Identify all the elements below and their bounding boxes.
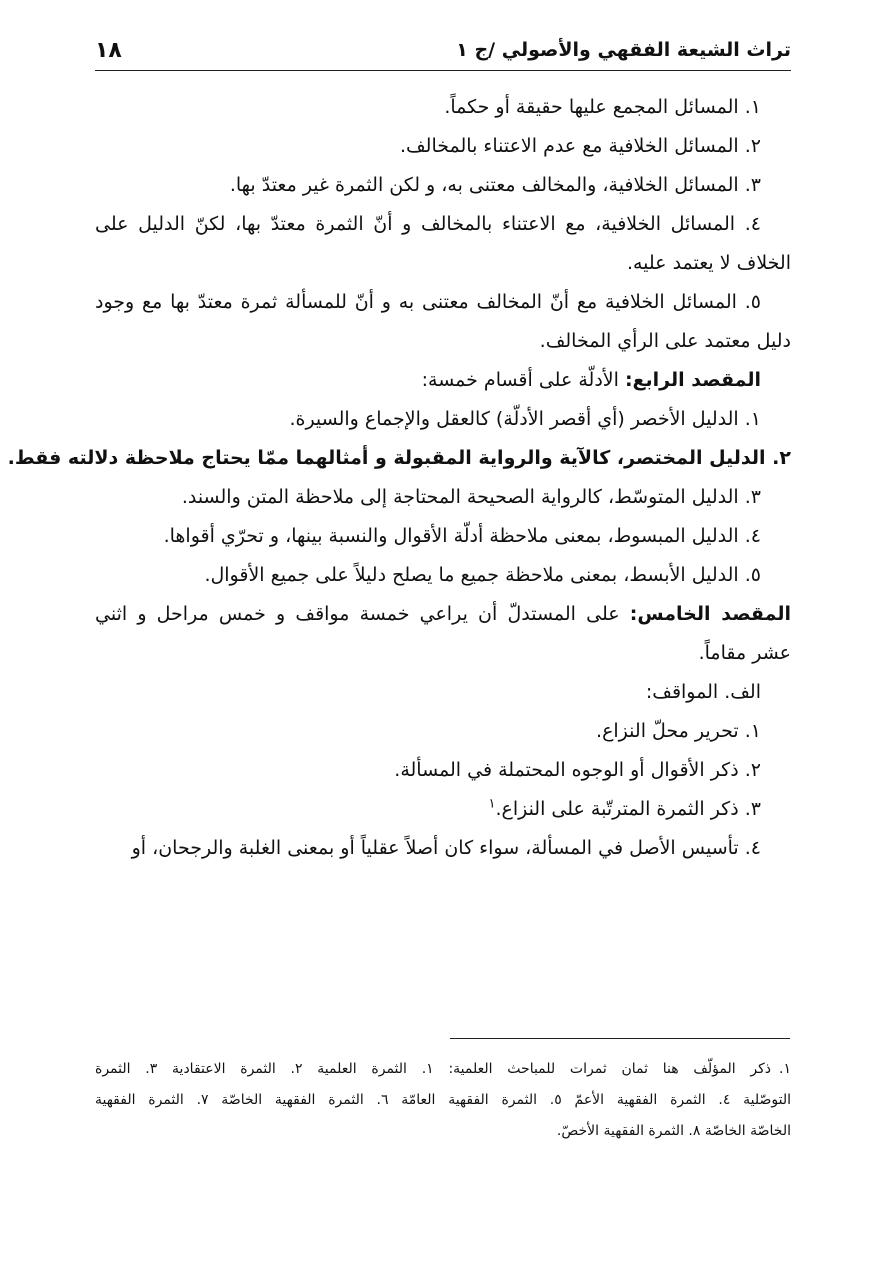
text-line: ٤. المسائل الخلافية، مع الاعتناء بالمخالف و أنّ الثمرة معتدّ بها، لكنّ الدليل على xyxy=(95,213,761,235)
footnote-line xyxy=(95,1054,791,1085)
list-item xyxy=(95,790,791,829)
footnote-line: الخاصّة الخاصّة ٨. الثمرة الفقهية الأخصّ. xyxy=(556,1123,791,1139)
footnotes xyxy=(95,1054,791,1147)
section-five-term: المقصد الخامس: xyxy=(629,603,791,625)
list-item: ١. الدليل الأخصر (أي أقصر الأدلّة) كالعقل والإجماع والسيرة. xyxy=(289,408,761,430)
text-line: دليل معتمد على الرأي المخالف. xyxy=(539,330,791,352)
list-item: ١. تحرير محلّ النزاع. xyxy=(596,720,761,742)
text-line: الخلاف لا يعتمد عليه. xyxy=(626,252,791,274)
section-four-text: الأدلّة على أقسام خمسة: xyxy=(421,369,625,391)
list-item: ٤. الدليل المبسوط، بمعنى ملاحظة أدلّة الأقوال والنسبة بينها، و تحرّي أقواها. xyxy=(163,525,761,547)
subheading: الف. المواقف: xyxy=(645,681,761,703)
text-line: عشر مقاماً. xyxy=(698,642,791,664)
section-five-text: على المستدلّ أن يراعي خمسة مواقف و خمس مراحل و اثني xyxy=(95,603,630,625)
list-item: ٤. تأسيس الأصل في المسألة، سواء كان أصلاً عقلياً أو بمعنى الغلبة والرجحان، أو xyxy=(131,837,761,859)
main-text xyxy=(7,88,791,868)
section-four-heading xyxy=(95,361,791,400)
running-title: تراث الشيعة الفقهي والأصولي /ج ١ xyxy=(456,39,791,61)
list-item: ٢. ذكر الأقوال أو الوجوه المحتملة في المسألة. xyxy=(394,759,761,781)
footnote-number: ١. xyxy=(779,1061,791,1077)
list-item: ٢. الدليل المختصر، كالآية والرواية المقبولة و أمثالهما ممّا يحتاج ملاحظة دلالته فقط. xyxy=(7,447,791,469)
section-four-term: المقصد الرابع: xyxy=(624,369,761,391)
text-line: ١. المسائل المجمع عليها حقيقة أو حكماً. xyxy=(444,96,761,118)
text-line: ٢. المسائل الخلافية مع عدم الاعتناء بالمخالف. xyxy=(399,135,761,157)
page-number: ١٨ xyxy=(95,37,122,63)
list-item: ٣. الدليل المتوسّط، كالرواية الصحيحة المحتاجة إلى ملاحظة المتن والسند. xyxy=(181,486,761,508)
footnote-text: ذكر المؤلّف هنا ثمان ثمرات للمباحث العلمية: ١. الثمرة العلمية ٢. الثمرة الاعتقادية ٣. الثمرة xyxy=(95,1061,772,1077)
footnote-divider xyxy=(450,1038,790,1039)
list-item-text: ٣. ذكر الثمرة المترتّبة على النزاع. xyxy=(495,798,761,820)
text-line: ٣. المسائل الخلافية، والمخالف معتنى به، و لكن الثمرة غير معتدّ بها. xyxy=(229,174,761,196)
section-five-heading xyxy=(95,595,791,634)
list-item: ٥. الدليل الأبسط، بمعنى ملاحظة جميع ما يصلح دليلاً على جميع الأقوال. xyxy=(204,564,761,586)
footnote-reference[interactable]: ١ xyxy=(488,796,496,812)
text-line: ٥. المسائل الخلافية مع أنّ المخالف معتنى به و أنّ للمسألة ثمرة معتدّ بها مع وجود xyxy=(95,291,761,313)
footnote-line: التوصّلية ٤. الثمرة الفقهية الأعمّ ٥. الثمرة الفقهية العامّة ٦. الثمرة الفقهية الخاصّة ٧. الثمرة الفقهية xyxy=(95,1092,791,1108)
page-header xyxy=(95,30,791,71)
